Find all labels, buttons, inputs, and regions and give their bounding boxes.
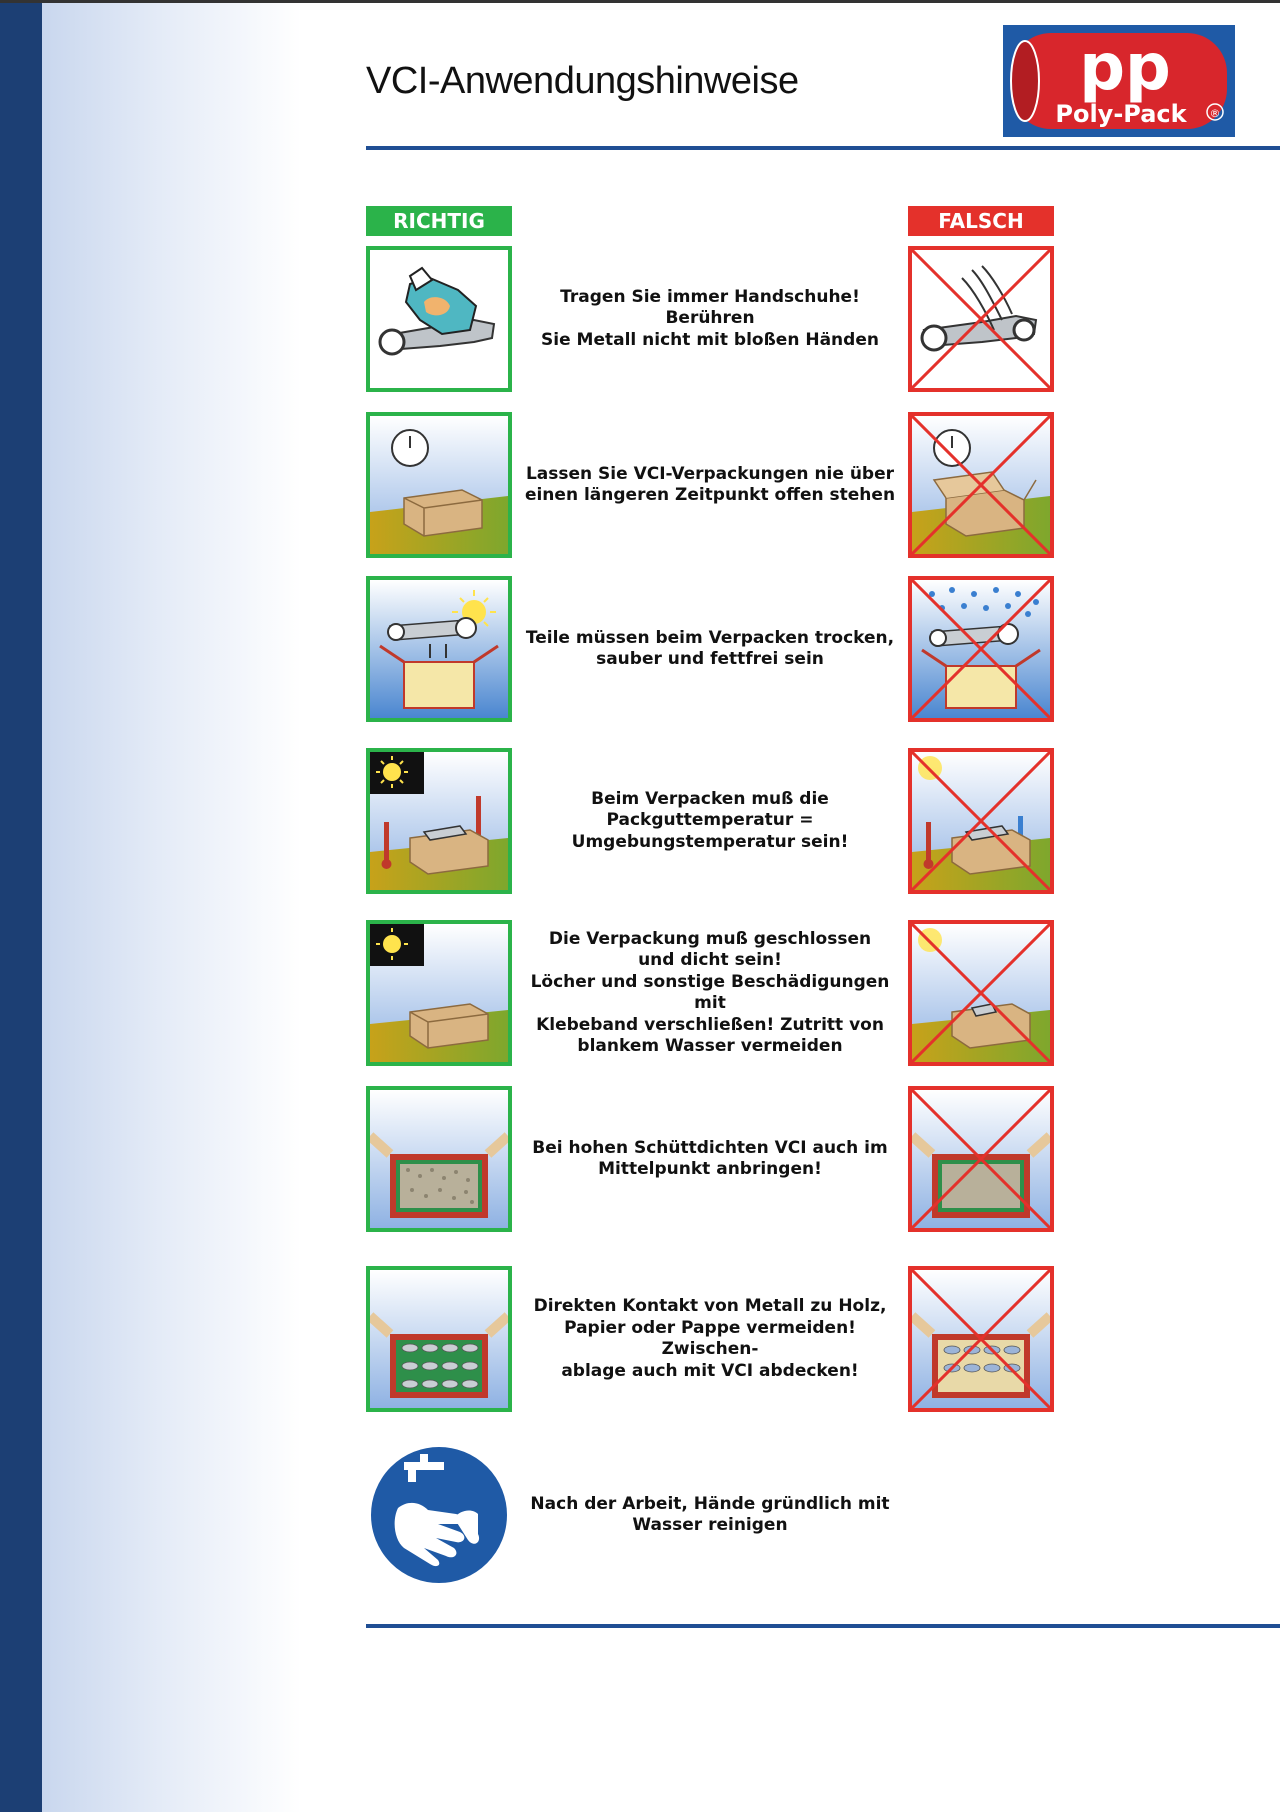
row3-wrong-icon — [908, 576, 1054, 722]
row1-text: Tragen Sie immer Handschuhe! Berühren Sie Metall nicht mit bloßen Händen — [541, 286, 879, 350]
row1-wrong-icon — [908, 246, 1054, 392]
row5-right-icon — [366, 920, 512, 1066]
row5-text: Die Verpackung muß geschlossen und dicht sein! Löcher und sonstige Beschädigungen mit Klebeband verschließen! Zutritt von blankem Wasser vermeiden — [530, 928, 890, 1056]
row3-text: Teile müssen beim Verpacken trocken, sauber und fettfrei sein — [525, 627, 895, 669]
row6-right-icon — [366, 1086, 512, 1232]
left-gradient-panel — [42, 0, 302, 1812]
row2-right-icon — [366, 412, 512, 558]
falsch-label: FALSCH — [908, 206, 1054, 236]
row6-wrong-icon — [908, 1086, 1054, 1232]
logo-name-text: Poly-Pack — [1055, 100, 1187, 128]
wash-hands-icon — [368, 1444, 510, 1586]
row1-right-icon — [366, 246, 512, 392]
top-edge-line — [0, 0, 1280, 3]
row7-text: Direkten Kontakt von Metall zu Holz, Papier oder Pappe vermeiden! Zwischen- ablage auch mit VCI abdecken! — [533, 1296, 887, 1381]
final-note-text: Nach der Arbeit, Hände gründlich mit Wasser reinigen — [530, 1493, 890, 1535]
row5-wrong-icon — [908, 920, 1054, 1066]
row2-text: Lassen Sie VCI-Verpackungen nie über einen längeren Zeitpunkt offen stehen — [524, 463, 896, 505]
row4-text: Beim Verpacken muß die Packguttemperatur = Umgebungstemperatur sein! — [571, 788, 849, 852]
logo-mark-text: pp — [1079, 31, 1171, 105]
row7-right-icon — [366, 1266, 512, 1412]
row2-wrong-icon — [908, 412, 1054, 558]
row3-right-icon — [366, 576, 512, 722]
row4-wrong-icon — [908, 748, 1054, 894]
page-title: VCI-Anwendungshinweise — [366, 60, 799, 102]
logo-registered-mark: ® — [1209, 107, 1221, 120]
richtig-label: RICHTIG — [366, 206, 512, 236]
row4-right-icon — [366, 748, 512, 894]
left-accent-bar — [0, 0, 42, 1812]
header-rule — [366, 146, 1280, 150]
row7-wrong-icon — [908, 1266, 1054, 1412]
row6-text: Bei hohen Schüttdichten VCI auch im Mittelpunkt anbringen! — [532, 1137, 888, 1179]
footer-rule — [366, 1624, 1280, 1628]
poly-pack-logo — [1003, 25, 1235, 137]
